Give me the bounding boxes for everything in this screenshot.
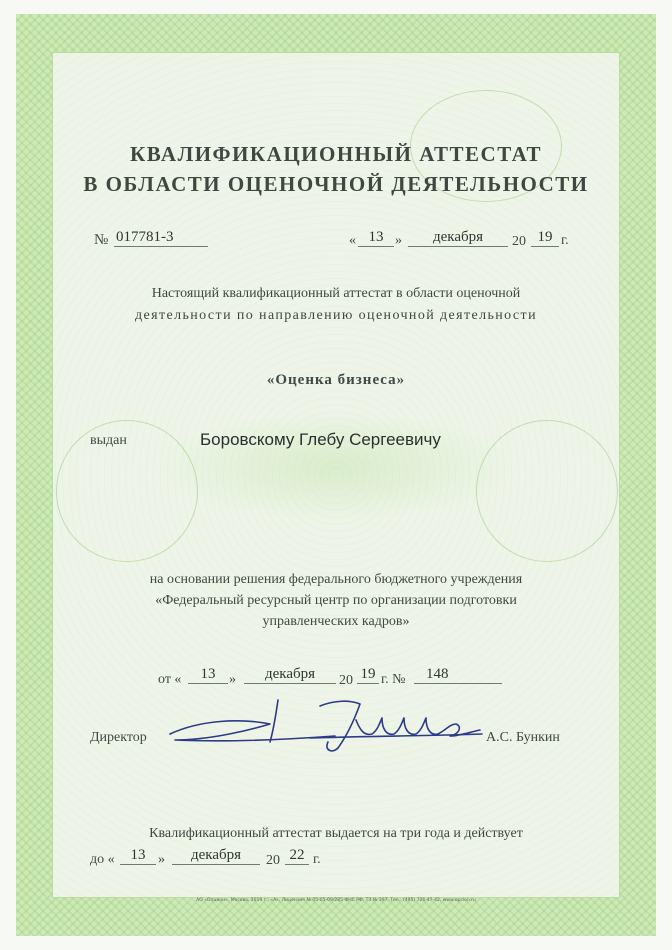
certificate-title-line1: КВАЛИФИКАЦИОННЫЙ АТТЕСТАТ: [130, 142, 542, 166]
decision-close-quote: »: [229, 672, 236, 687]
certificate-number: 017781-3: [114, 229, 208, 247]
validity-century: 20: [266, 853, 280, 868]
recipient-name: Боровскому Глебу Сергеевичу: [200, 430, 441, 449]
validity-until-label: до «: [90, 852, 115, 867]
basis-line2: «Федеральный ресурсный центр по организации подготовки: [155, 593, 517, 608]
evaluation-direction: «Оценка бизнеса»: [266, 372, 406, 388]
decision-month: декабря: [244, 666, 336, 684]
decision-year-suffix: г. №: [381, 672, 406, 687]
date-open-quote: «: [349, 233, 356, 248]
paragraph-line1: Настоящий квалификационный аттестат в области оценочной: [151, 286, 521, 301]
validity-year-suffix: г.: [313, 852, 321, 867]
number-prefix: №: [94, 232, 109, 248]
basis-line3: управленческих кадров»: [262, 614, 410, 629]
validity-day: 13: [120, 847, 156, 865]
paragraph-line2: деятельности по направлению оценочной деятельности: [135, 308, 537, 323]
decision-year: 19: [357, 666, 379, 684]
date-close-quote: »: [395, 233, 402, 248]
issue-year-suffix: г.: [561, 233, 569, 248]
director-label: Директор: [90, 730, 147, 745]
decision-from-label: от «: [158, 672, 182, 687]
certificate-title-line2: В ОБЛАСТИ ОЦЕНОЧНОЙ ДЕЯТЕЛЬНОСТИ: [83, 172, 589, 196]
issued-label: выдан: [90, 433, 127, 448]
validity-text: Квалификационный аттестат выдается на три года и действует: [149, 826, 523, 841]
issue-year: 19: [531, 229, 559, 247]
issue-century: 20: [512, 234, 526, 249]
issue-month: декабря: [408, 229, 508, 247]
printer-imprint: АО «Опцион», Москва, 2019 г., «А», Лицензия № 05-05-09/285 ФНС РФ, ТЗ № 397, Тел.: (495) 726-47-42, www.opcion.ru: [196, 898, 476, 903]
validity-month: декабря: [172, 847, 260, 865]
validity-close-quote: »: [158, 852, 165, 867]
director-name: А.С. Бункин: [486, 730, 560, 745]
validity-year: 22: [285, 847, 309, 865]
decision-day: 13: [188, 666, 228, 684]
director-signature: [160, 690, 490, 760]
basis-line1: на основании решения федерального бюджетного учреждения: [149, 572, 523, 587]
decision-century: 20: [339, 673, 353, 688]
decision-number: 148: [414, 666, 502, 684]
issue-day: 13: [358, 229, 394, 247]
